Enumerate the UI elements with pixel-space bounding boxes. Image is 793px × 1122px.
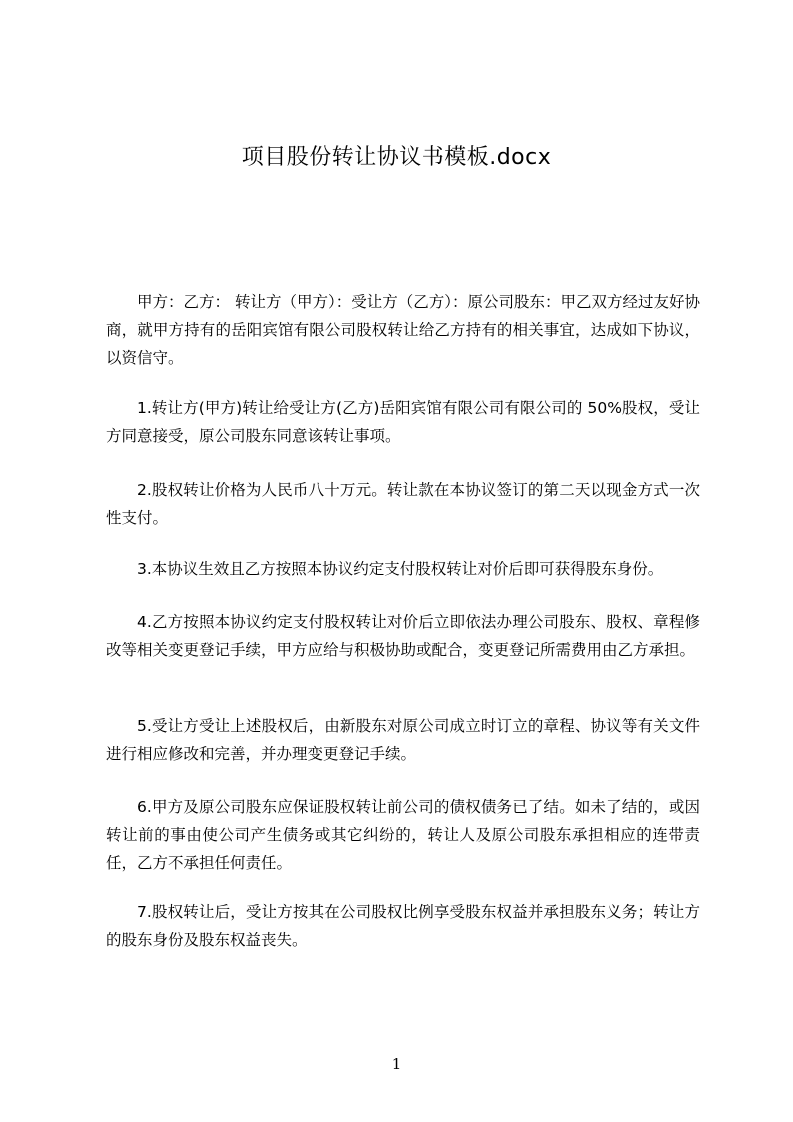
clause-2: 2.股权转让价格为人民币八十万元。转让款在本协议签订的第二天以现金方式一次性支付。: [106, 481, 700, 527]
clause-1: 1.转让方(甲方)转让给受让方(乙方)岳阳宾馆有限公司有限公司的 50%股权，受让方同意接受，原公司股东同意该转让事项。: [106, 399, 700, 445]
clause-7: 7.股权转让后，受让方按其在公司股权比例享受股东权益并承担股东义务；转让方的股东身份及股东权益丧失。: [106, 903, 700, 949]
clause-5: 5.受让方受让上述股权后，由新股东对原公司成立时订立的章程、协议等有关文件进行相应修改和完善，并办理变更登记手续。: [106, 717, 700, 763]
clause-4: 4.乙方按照本协议约定支付股权转让对价后立即依法办理公司股东、股权、章程修改等相关变更登记手续，甲方应给与积极协助或配合，变更登记所需费用由乙方承担。: [106, 613, 700, 659]
clause-6: 6.甲方及原公司股东应保证股权转让前公司的债权债务已了结。如未了结的，或因转让前的事由使公司产生债务或其它纠纷的，转让人及原公司股东承担相应的连带责任，乙方不承担任何责任。: [106, 798, 700, 872]
intro-paragraph: 甲方：乙方： 转让方（甲方）：受让方（乙方）：原公司股东：甲乙双方经过友好协商，就甲方持有的岳阳宾馆有限公司股权转让给乙方持有的相关事宜，达成如下协议，以资信守。: [106, 293, 700, 367]
page-number: 1: [391, 1055, 402, 1073]
clause-3: 3.本协议生效且乙方按照本协议约定支付股权转让对价后即可获得股东身份。: [137, 560, 664, 578]
document-title: 项目股份转让协议书模板.docx: [241, 145, 552, 170]
